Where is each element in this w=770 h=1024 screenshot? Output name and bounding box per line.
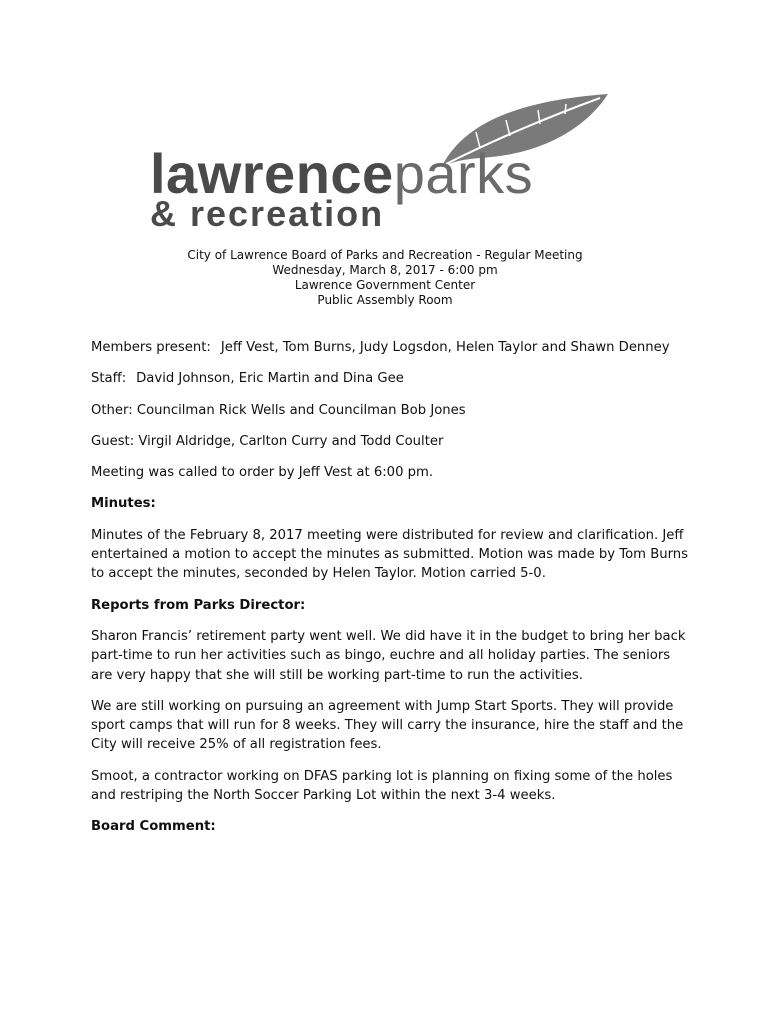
members-value: Jeff Vest, Tom Burns, Judy Logsdon, Helen Taylor and Shawn Denney <box>220 340 670 355</box>
other-line <box>91 401 691 420</box>
minutes-text: Minutes of the February 8, 2017 meeting were distributed for review and clarification. Jeff entertained a motion to accept the minutes as submitted. Motion was made by Tom Burns to accept the minutes, seconded by Helen Taylor. Motion carried 5-0. <box>91 527 689 582</box>
minutes-body <box>91 338 691 849</box>
board-comment-heading: Board Comment: <box>91 819 216 835</box>
logo-word-parks: parks <box>393 142 534 205</box>
call-to-order: Meeting was called to order by Jeff Vest at 6:00 pm. <box>91 465 434 481</box>
report-paragraph: Sharon Francis’ retirement party went well. We did have it in the budget to bring her back part-time to run her activities such as bingo, euchre and all holiday parties. The seniors are very happy that she will still be working part-time to run the activities. <box>91 628 686 683</box>
staff-value: David Johnson, Eric Martin and Dina Gee <box>136 371 404 387</box>
meeting-location: Lawrence Government Center <box>294 278 476 292</box>
logo-line-2: & recreation <box>150 193 385 234</box>
guest-label: Guest: <box>91 433 135 449</box>
report-paragraph: Smoot, a contractor working on DFAS parking lot is planning on fixing some of the holes and restriping the North Soccer Parking Lot within the next 3-4 weeks. <box>91 768 673 804</box>
meeting-title: City of Lawrence Board of Parks and Recreation - Regular Meeting <box>187 248 583 262</box>
other-label: Other: <box>91 402 133 418</box>
members-present <box>91 338 691 357</box>
meeting-room: Public Assembly Room <box>317 293 453 307</box>
guest-value: Virgil Aldridge, Carlton Curry and Todd Coulter <box>138 433 444 449</box>
other-value: Councilman Rick Wells and Councilman Bob Jones <box>136 402 466 418</box>
staff-label: Staff: <box>91 371 127 387</box>
meeting-date: Wednesday, March 8, 2017 - 6:00 pm <box>272 263 498 277</box>
logo-word-lawrence: lawrence <box>150 142 394 205</box>
guest-line <box>91 432 691 451</box>
reports-heading: Reports from Parks Director: <box>91 597 306 613</box>
lawrence-parks-logo <box>140 92 630 242</box>
staff-line <box>91 369 691 388</box>
minutes-heading: Minutes: <box>91 496 156 512</box>
meeting-header <box>0 248 770 308</box>
members-label: Members present: <box>91 340 211 355</box>
report-paragraph: We are still working on pursuing an agreement with Jump Start Sports. They will provide sport camps that will run for 8 weeks. They will carry the insurance, hire the staff and the City will receive 25% of all registration fees. <box>91 698 684 753</box>
